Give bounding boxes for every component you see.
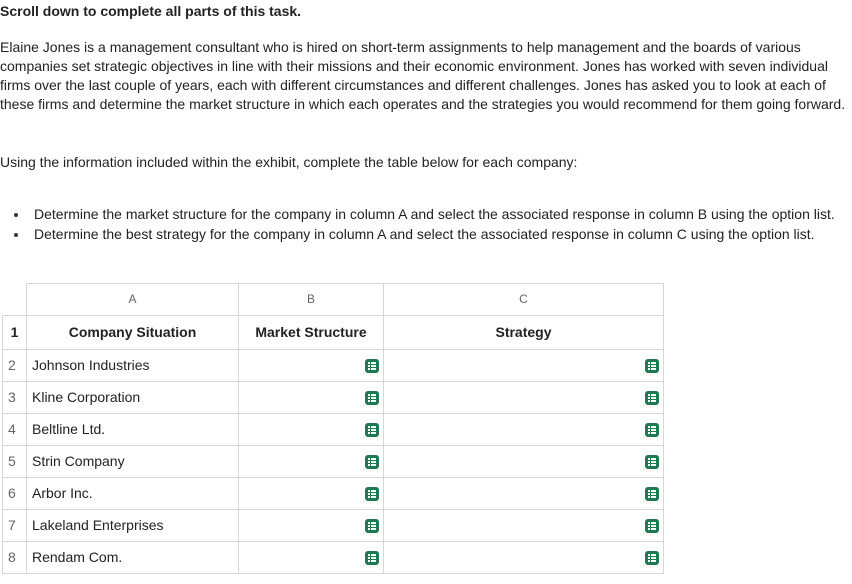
- company-name-cell: Strin Company: [27, 446, 239, 478]
- header-row: [3, 316, 664, 350]
- instructions-text: Using the information included within the exhibit, complete the table below for each company:: [0, 154, 578, 170]
- table-row: [3, 478, 664, 510]
- instruction-list: [0, 205, 840, 245]
- market-structure-select[interactable]: [239, 446, 384, 478]
- strategy-select[interactable]: [384, 478, 664, 510]
- table-corner: [3, 284, 27, 316]
- table-row: [3, 510, 664, 542]
- company-name-cell: Lakeland Enterprises: [27, 510, 239, 542]
- row-number: 6: [3, 478, 27, 510]
- market-structure-select[interactable]: [239, 510, 384, 542]
- answer-table: [2, 283, 664, 574]
- column-letter-a: A: [27, 284, 239, 316]
- market-structure-select[interactable]: [239, 414, 384, 446]
- table-row: [3, 382, 664, 414]
- task-heading: Scroll down to complete all parts of this task.: [0, 3, 302, 19]
- company-name-cell: Arbor Inc.: [27, 478, 239, 510]
- market-structure-select[interactable]: [239, 382, 384, 414]
- strategy-select[interactable]: [384, 350, 664, 382]
- header-company-situation: Company Situation: [27, 316, 239, 350]
- header-strategy: Strategy: [384, 316, 664, 350]
- strategy-select[interactable]: [384, 446, 664, 478]
- company-name-cell: Kline Corporation: [27, 382, 239, 414]
- intro-paragraph: Elaine Jones is a management consultant who is hired on short-term assignments to help management and the boards of various companies set strategic objectives in line with their missions and their economic environment. Jones has worked with seven individual firms over the last couple of years, each with different circumstances and different challenges. Jones has asked you to look at each of these firms and determine the market structure in which each operates and the strategies you would recommend for them going forward.: [0, 39, 846, 112]
- row-number: 1: [3, 316, 27, 350]
- list-dropdown-icon[interactable]: [645, 455, 659, 469]
- table-row: [3, 350, 664, 382]
- table-body: [3, 350, 664, 574]
- market-structure-select[interactable]: [239, 350, 384, 382]
- company-name-cell: Rendam Com.: [27, 542, 239, 574]
- strategy-select[interactable]: [384, 542, 664, 574]
- list-dropdown-icon[interactable]: [365, 455, 379, 469]
- instruction-item: Determine the market structure for the company in column A and select the associated response in column B using the option list.: [0, 205, 840, 224]
- list-dropdown-icon[interactable]: [645, 487, 659, 501]
- list-dropdown-icon[interactable]: [365, 423, 379, 437]
- row-number: 7: [3, 510, 27, 542]
- market-structure-select[interactable]: [239, 478, 384, 510]
- column-letter-b: B: [239, 284, 384, 316]
- company-name-cell: Beltline Ltd.: [27, 414, 239, 446]
- list-dropdown-icon[interactable]: [645, 391, 659, 405]
- row-number: 4: [3, 414, 27, 446]
- table-row: [3, 542, 664, 574]
- strategy-select[interactable]: [384, 510, 664, 542]
- company-name-cell: Johnson Industries: [27, 350, 239, 382]
- list-dropdown-icon[interactable]: [645, 519, 659, 533]
- list-dropdown-icon[interactable]: [365, 551, 379, 565]
- table-row: [3, 446, 664, 478]
- row-number: 5: [3, 446, 27, 478]
- column-letter-c: C: [384, 284, 664, 316]
- row-number: 2: [3, 350, 27, 382]
- strategy-select[interactable]: [384, 382, 664, 414]
- table-row: [3, 414, 664, 446]
- list-dropdown-icon[interactable]: [365, 359, 379, 373]
- column-letter-row: [3, 284, 664, 316]
- market-structure-select[interactable]: [239, 542, 384, 574]
- instruction-item: Determine the best strategy for the company in column A and select the associated response in column C using the option list.: [0, 225, 840, 244]
- strategy-select[interactable]: [384, 414, 664, 446]
- list-dropdown-icon[interactable]: [365, 487, 379, 501]
- row-number: 8: [3, 542, 27, 574]
- list-dropdown-icon[interactable]: [365, 391, 379, 405]
- list-dropdown-icon[interactable]: [645, 551, 659, 565]
- row-number: 3: [3, 382, 27, 414]
- list-dropdown-icon[interactable]: [645, 423, 659, 437]
- list-dropdown-icon[interactable]: [645, 359, 659, 373]
- list-dropdown-icon[interactable]: [365, 519, 379, 533]
- header-market-structure: Market Structure: [239, 316, 384, 350]
